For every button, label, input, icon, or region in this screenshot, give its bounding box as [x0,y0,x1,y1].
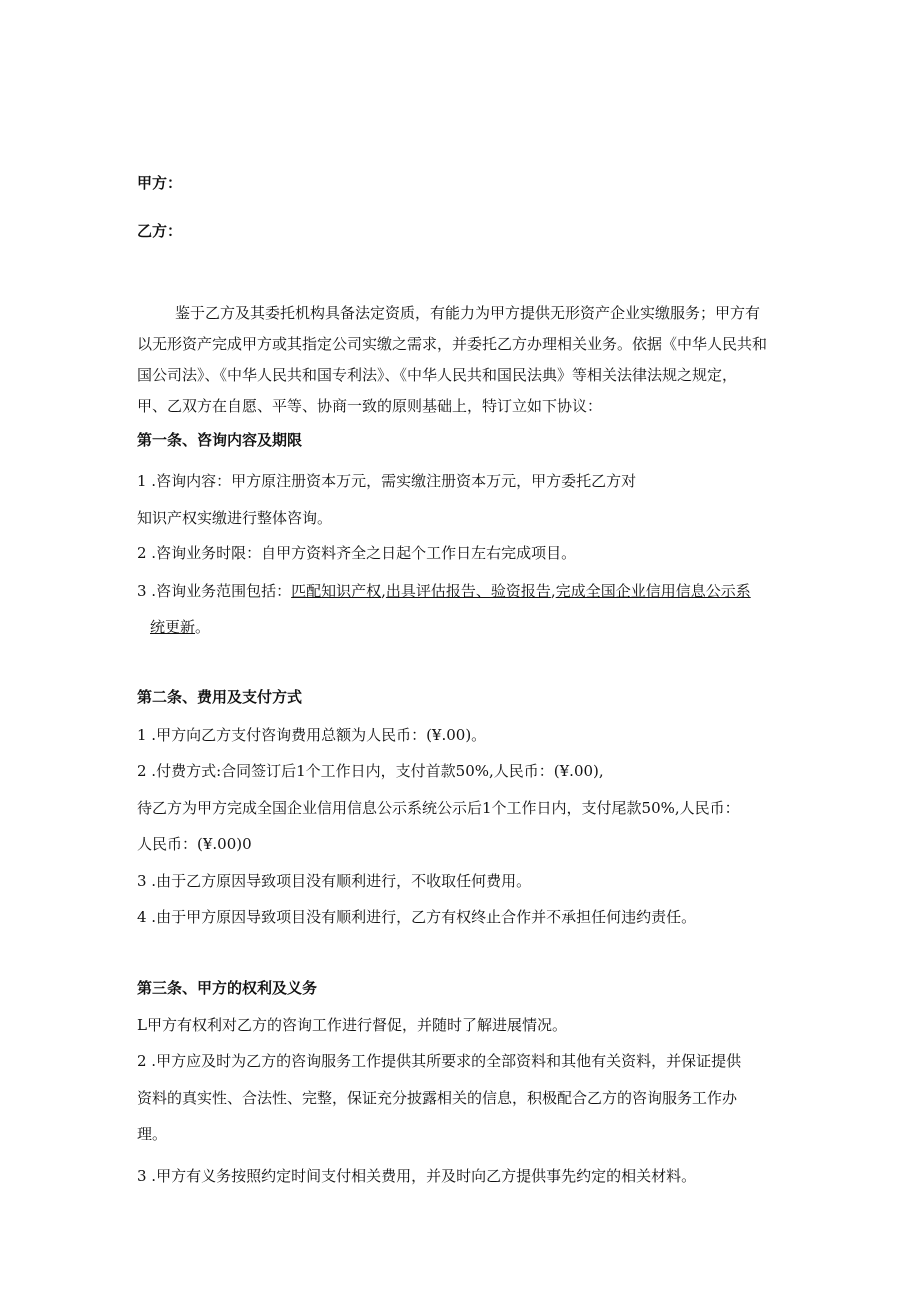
article-2-item-2: 2 .付费方式:合同签订后1个工作日内，支付首款50%,人民币：(¥.00), [137,762,604,780]
separator: , [381,582,386,600]
preamble-line-2: 以无形资产完成甲方或其指定公司实缴之需求，并委托乙方办理相关业务。依据《中华人民共和 [137,335,768,353]
article-2-item-3: 3 .由于乙方原因导致项目没有顺利进行，不收取任何费用。 [137,872,532,890]
scope-credit-system: 完成全国企业信用信息公示系 [555,582,751,600]
party-b-label: 乙方： [137,222,183,240]
scope-ip-matching: 匹配知识产权 [291,582,382,600]
article-1-heading: 第一条、咨询内容及期限 [137,431,303,449]
article-3-item-1: L甲方有权利对乙方的咨询工作进行督促，并随时了解进展情况。 [137,1016,567,1034]
item-3-prefix: 3 .咨询业务范围包括： [137,582,292,600]
article-2-item-2-cont: 待乙方为甲方完成全国企业信用信息公示系统公示后1个工作日内，支付尾款50%,人民币： [137,799,740,817]
period: 。 [195,618,211,636]
article-1-item-1: 1 .咨询内容：甲方原注册资本万元，需实缴注册资本万元，甲方委托乙方对 [137,472,637,490]
separator: , [550,582,556,600]
article-1-item-3 [137,580,751,602]
party-a-label: 甲方： [137,174,183,192]
article-1-item-3-cont [150,616,210,638]
article-3-item-3: 3 .甲方有义务按照约定时间支付相关费用，并及时向乙方提供事先约定的相关材料。 [137,1167,697,1185]
scope-credit-system-cont: 统更新 [150,618,196,636]
preamble-line-4: 甲、乙双方在自愿、平等、协商一致的原则基础上，特订立如下协议： [137,397,603,415]
preamble-line-1: 鉴于乙方及其委托机构具备法定资质，有能力为甲方提供无形资产企业实缴服务；甲方有 [175,304,761,322]
article-1-item-1-cont: 知识产权实缴进行整体咨询。 [137,509,333,527]
article-3-heading: 第三条、甲方的权利及义务 [137,979,318,997]
scope-reports: 出具评估报告、验资报告 [385,582,551,600]
article-3-item-2-cont: 资料的真实性、合法性、完整，保证充分披露相关的信息，积极配合乙方的咨询服务工作办 [137,1089,738,1107]
article-2-heading: 第二条、费用及支付方式 [137,688,303,706]
article-3-item-2: 2 .甲方应及时为乙方的咨询服务工作提供其所要求的全部资料和其他有关资料，并保证提供 [137,1052,742,1070]
article-2-item-2-cont2: 人民币：(¥.00)0 [137,835,252,853]
article-3-item-2-cont2: 理。 [137,1125,168,1143]
article-2-item-4: 4 .由于甲方原因导致项目没有顺利进行，乙方有权终止合作并不承担任何违约责任。 [137,908,697,926]
preamble-line-3: 国公司法》、《中华人民共和国专利法》、《中华人民共和国民法典》等相关法律法规之规定， [137,366,738,384]
article-1-item-2: 2 .咨询业务时限：自甲方资料齐全之日起个工作日左右完成项目。 [137,544,577,562]
article-2-item-1: 1 .甲方向乙方支付咨询费用总额为人民币：(¥.00)。 [137,726,487,744]
